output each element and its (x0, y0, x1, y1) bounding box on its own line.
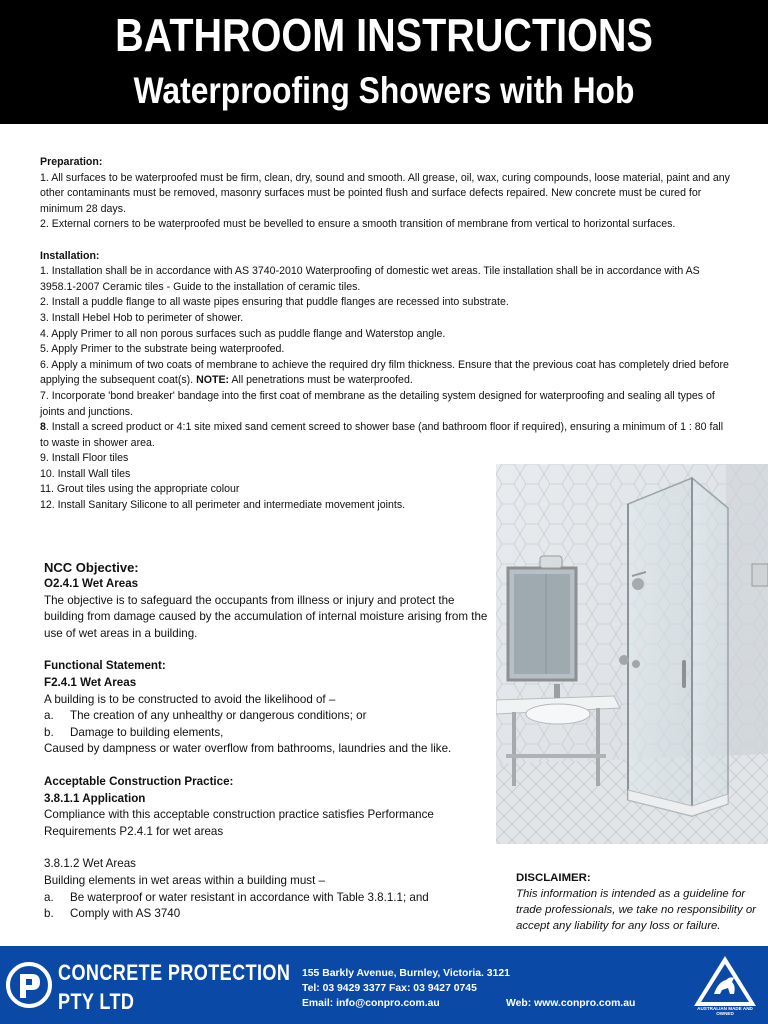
installation-item: 12. Install Sanitary Silicone to all perimeter and intermediate movement joints. (40, 499, 406, 512)
page-footer (0, 946, 768, 1024)
installation-item-6: 6. Apply a minimum of two coats of membrane to achieve the required dry film thickness. Ensure that the previous coat has completely dried before applying the subsequent coat(s). NOTE: All penetrations must be waterproofed. (40, 358, 729, 387)
page-title: BATHROOM INSTRUCTIONS (115, 9, 653, 61)
acp-body: Compliance with this acceptable construction practice satisfies Performance Requirements P2.4.1 for wet areas (44, 808, 434, 838)
company-website[interactable]: Web: www.conpro.com.au (506, 998, 636, 1009)
ncc-body: The objective is to safeguard the occupants from illness or injury and protect the building from damage caused by the accumulation of internal moisture arising from the use of wet areas in a building. (44, 593, 488, 640)
installation-item: 2. Install a puddle flange to all waste pipes ensuring that puddle flanges are recessed into substrate. (40, 296, 509, 309)
bathroom-photo (496, 464, 768, 844)
functional-heading: Functional Statement: (44, 659, 166, 673)
installation-item: 1. Installation shall be in accordance with AS 3740-2010 Waterproofing of domestic wet areas. Tile installation shall be in accordance with AS 3958.1-2007 Ceramic tiles - Guide to the installation of ceramic tiles. (40, 265, 700, 293)
company-phones: Tel: 03 9429 3377 Fax: 03 9427 0745 (302, 983, 477, 994)
wet-areas-heading: 3.8.1.2 Wet Areas (44, 857, 136, 871)
functional-outro: Caused by dampness or water overflow from bathrooms, laundries and the like. (44, 742, 452, 756)
installation-item: 4. Apply Primer to all non porous surfaces such as puddle flange and Waterstop angle. (40, 327, 446, 340)
functional-intro: A building is to be constructed to avoid the likelihood of – (44, 692, 336, 706)
company-email[interactable]: Email: info@conpro.com.au (302, 998, 440, 1009)
disclaimer-body: This information is intended as a guideline for trade professionals, we take no responsibility or accept any liability for any loss or failure. (516, 888, 756, 932)
installation-item: 10. Install Wall tiles (40, 467, 131, 480)
acp-subheading: 3.8.1.1 Application (44, 791, 146, 805)
wet-areas-intro: Building elements in wet areas within a building must – (44, 873, 325, 887)
ncc-subheading: O2.4.1 Wet Areas (44, 577, 139, 590)
installation-item: 7. Incorporate 'bond breaker' bandage into the first coat of membrane as the detailing system designed for waterproofing and sealing all types of joints and junctions. (40, 389, 715, 418)
company-name-line2: PTY LTD (58, 989, 135, 1014)
installation-item-8: 8. Install a screed product or 4:1 site mixed sand cement screed to shower base (and bathroom floor if required), ensuring a minimum of 1 : 80 fall to waste in shower area. (40, 421, 724, 449)
page-header (0, 0, 768, 124)
acp-heading: Acceptable Construction Practice: (44, 774, 234, 788)
preparation-item: 2. External corners to be waterproofed must be bevelled to ensure a smooth transition of membrane from vertical to horizontal surfaces. (40, 218, 676, 231)
list-item: a. The creation of any unhealthy or dangerous conditions; or (44, 709, 367, 723)
disclaimer (516, 870, 766, 934)
preparation-item: 1. All surfaces to be waterproofed must be firm, clean, dry, sound and smooth. All grease, oil, wax, curing compounds, loose material, paint and any other contaminants must be removed, masonry surfaces must be pointed flush and surface defects repaired. New concrete must be cured for minimum 28 days. (40, 171, 730, 215)
functional-subheading: F2.4.1 Wet Areas (44, 675, 137, 689)
installation-heading: Installation: (40, 249, 100, 262)
list-item: b. Comply with AS 3740 (44, 907, 181, 921)
company-name-line1: CONCRETE PROTECTION (58, 960, 291, 985)
installation-item: 5. Apply Primer to the substrate being waterproofed. (40, 343, 285, 356)
regulations-section (44, 560, 494, 923)
disclaimer-title: DISCLAIMER: (516, 872, 591, 884)
page-subtitle: Waterproofing Showers with Hob (133, 70, 635, 111)
installation-item: 9. Install Floor tiles (40, 452, 129, 465)
installation-item: 3. Install Hebel Hob to perimeter of shower. (40, 311, 244, 324)
installation-item: 11. Grout tiles using the appropriate colour (40, 483, 240, 496)
company-address: 155 Barkly Avenue, Burnley, Victoria. 3121 (302, 968, 510, 979)
list-item: b. Damage to building elements, (44, 725, 224, 739)
preparation-heading: Preparation: (40, 156, 103, 168)
list-item: a. Be waterproof or water resistant in accordance with Table 3.8.1.1; and (44, 890, 429, 904)
instructions-section (40, 155, 730, 514)
company-logo-icon (6, 962, 52, 1008)
ncc-heading: NCC Objective: (44, 560, 139, 575)
australian-made-text: AUSTRALIAN MADE AND OWNED (697, 1006, 753, 1016)
